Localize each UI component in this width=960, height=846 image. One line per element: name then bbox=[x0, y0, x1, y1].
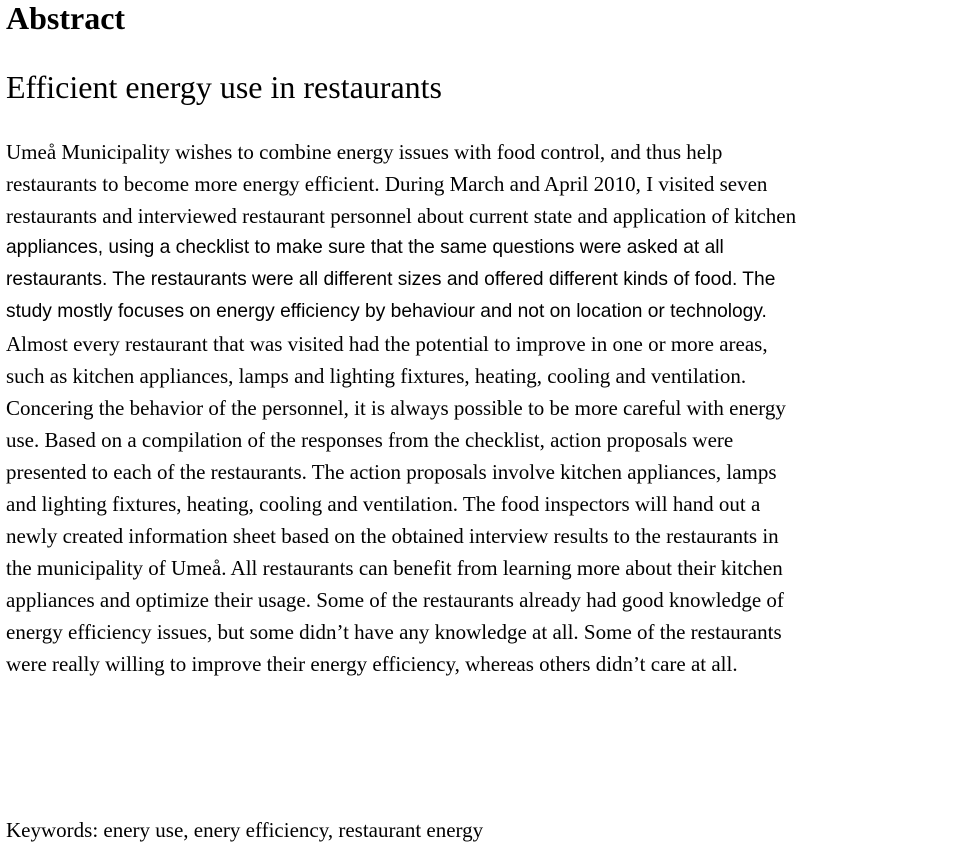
abstract-line: restaurants to become more energy efficient. During March and April 2010, I visited seven bbox=[6, 172, 768, 196]
abstract-line: Umeå Municipality wishes to combine energy issues with food control, and thus help bbox=[6, 140, 723, 164]
abstract-line: appliances, using a checklist to make sure that the same questions were asked at all bbox=[6, 237, 724, 258]
document-title: Efficient energy use in restaurants bbox=[6, 69, 442, 105]
abstract-line: energy efficiency issues, but some didn’t have any knowledge at all. Some of the restaurants bbox=[6, 620, 782, 644]
abstract-line: restaurants and interviewed restaurant personnel about current state and application of kitchen bbox=[6, 204, 797, 228]
abstract-line: appliances and optimize their usage. Some of the restaurants already had good knowledge of bbox=[6, 588, 784, 612]
abstract-line: and lighting fixtures, heating, cooling and ventilation. The food inspectors will hand out a bbox=[6, 492, 761, 516]
abstract-line: restaurants. The restaurants were all different sizes and offered different kinds of food. The bbox=[6, 269, 776, 290]
abstract-line: such as kitchen appliances, lamps and lighting fixtures, heating, cooling and ventilation. bbox=[6, 364, 747, 388]
abstract-paragraph bbox=[6, 136, 956, 680]
keywords-line: Keywords: enery use, enery efficiency, restaurant energy bbox=[6, 818, 484, 842]
abstract-line: Almost every restaurant that was visited had the potential to improve in one or more areas, bbox=[6, 332, 768, 356]
section-heading: Abstract bbox=[6, 0, 126, 36]
abstract-line: newly created information sheet based on the obtained interview results to the restaurants in bbox=[6, 524, 779, 548]
abstract-line: study mostly focuses on energy efficiency by behaviour and not on location or technology. bbox=[6, 301, 767, 322]
abstract-line: presented to each of the restaurants. The action proposals involve kitchen appliances, lamps bbox=[6, 460, 777, 484]
abstract-line: use. Based on a compilation of the responses from the checklist, action proposals were bbox=[6, 428, 734, 452]
abstract-line: Concering the behavior of the personnel, it is always possible to be more careful with energy bbox=[6, 396, 786, 420]
abstract-line: were really willing to improve their energy efficiency, whereas others didn’t care at all. bbox=[6, 652, 738, 676]
abstract-line: the municipality of Umeå. All restaurants can benefit from learning more about their kitchen bbox=[6, 556, 783, 580]
